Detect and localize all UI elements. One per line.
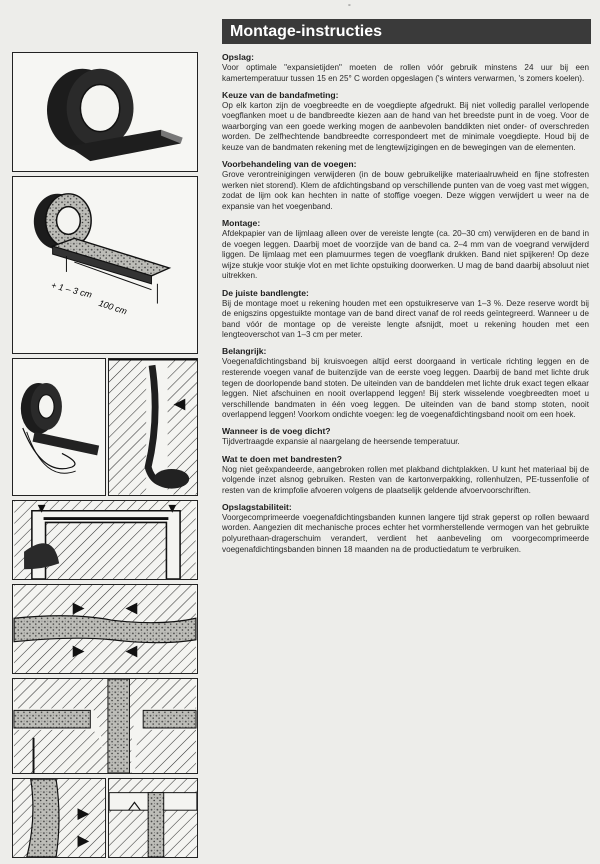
figure-tape-roll bbox=[12, 52, 198, 172]
section-heading: De juiste bandlengte: bbox=[222, 287, 309, 298]
section-text: Op elk karton zijn de voegbreedte en de voegdiepte afgedrukt. Bij niet volledig parallel verlopende voegflanken moet u de bandbreedte kiezen aan de hand van het breedste punt in de voeg. Voor de waarborging van een goede werking mogen de aanbevolen banddikten niet onder- of overschreden worden. De zelfhechtende bandbreedte correspondeert met de minimale voegdiepte. Houd bij de keuze van de bandmaten rekening met de lengtewijzigingen en de bewegingen van de elementen. bbox=[222, 100, 589, 153]
instructions-content bbox=[222, 52, 589, 561]
section-heading: Belangrijk: bbox=[222, 346, 267, 357]
section-heading: Montage: bbox=[222, 218, 261, 229]
figure-vertical-joint bbox=[12, 778, 106, 858]
section-heading: Wanneer is de voeg dicht? bbox=[222, 426, 331, 437]
section-belangrijk bbox=[222, 346, 589, 421]
fig2-reserve-label: + 1 – 3 cm bbox=[50, 279, 94, 300]
section-opslagstabiliteit bbox=[222, 502, 589, 555]
fig2-length-label: 100 cm bbox=[97, 297, 129, 317]
section-voeg-dicht bbox=[222, 426, 589, 448]
figure-cross-joint bbox=[12, 584, 198, 674]
section-text: Tijdvertraagde expansie al naargelang de heersende temperatuur. bbox=[222, 437, 460, 447]
section-text: Bij de montage moet u rekening houden met een opstuikreserve van 1–3 %. Deze reserve wordt bij de enigszins opgestuikte montage van de band direct vanaf de rol reeds geïntegreerd. Wanneer u de band vóór de montage op de vereiste lengte afsnijdt, moet u rekening houden met een lengteoverschot van 1–3 cm per meter. bbox=[222, 298, 589, 340]
section-text: Nog niet geëxpandeerde, aangebroken rollen met plakband dichtplakken. U kunt het materiaal bij de volgende inzet alsnog gebruiken. Resten van de kartonverpakking, rollenhulzen, PE-tussenfolie of resten van de krimpfolie afvoeren volgens de plaatselijk geldende afvoervoorschriften. bbox=[222, 464, 589, 495]
section-keuze-bandafmeting bbox=[222, 90, 589, 154]
figure-tape-length bbox=[12, 176, 198, 354]
section-bandlengte bbox=[222, 288, 589, 341]
section-heading: Voorbehandeling van de voegen: bbox=[222, 159, 357, 170]
figure-t-joint bbox=[12, 678, 198, 774]
section-text: Voorgecomprimeerde voegenafdichtingsbanden kunnen langere tijd strak geperst op rollen bewaard worden. Aangezien dit mechanische proces echter het vormherstellende vermogen van het gebruikte polyurethaan-dragerschuim verandert, verdient het aanbeveling om voorgecomprimeerde voegenafdichtingsbanden binnen 18 maanden na de productiedatum te verbruiken. bbox=[222, 512, 589, 554]
section-text: Voegenafdichtingsband bij kruisvoegen altijd eerst doorgaand in verticale richting leggen en de resterende voegen vanaf de buitenzijde van de eerste voeg leggen. Daarbij de band met lichte druk tegen de doorlopende band stoten. De uiteinden van de banddelen met lichte druk exact tegen elkaar leggen. Niet afschuinen en nooit overlappend leggen! Bij sterk wisselende voegbreedten moet u verschillende bandmaten in één voeg leggen. De uiteinden van de band stomp stoten, nooit overlappend leggen! Voorkom ondichte voegen: leg de voegenafdichtingsband nooit om een hoek. bbox=[222, 357, 589, 420]
section-heading: Opslag: bbox=[222, 52, 254, 62]
figure-wall-corner bbox=[108, 778, 198, 858]
section-voorbehandeling bbox=[222, 159, 589, 212]
section-heading: Wat te doen met bandresten? bbox=[222, 453, 343, 464]
illustration-column bbox=[12, 52, 198, 858]
section-text: Grove verontreinigingen verwijderen (in de bouw gebruikelijke materiaalruwheid en fijne stofresten werken niet storend). Klem de afdichtingsband op verschillende punten van de voeg vast met wiggen, zodat de lijm ook kan hechten in natte of stoffige voegen. Deze wiggen verwijdert u weer na de expansie van het voegenband. bbox=[222, 170, 589, 211]
section-opslag bbox=[222, 52, 589, 84]
section-text: Afdekpapier van de lijmlaag alleen over de vereiste lengte (ca. 20–30 cm) verwijderen en de band in de voegen leggen. Daarbij moet de voorzijde van de band ca. 2–4 mm van de voegrand verwijderd liggen. De lijmlaag met een plamuurmes tegen de voegflank drukken. Band niet spijkeren! Op deze wijze stukje voor stukje vlot en met lichte opstuiking doorwerken. U mag de band daarbij absoluut niet uitrekken. bbox=[222, 229, 589, 281]
section-bandresten bbox=[222, 454, 589, 497]
page-title: Montage-instructies bbox=[222, 19, 591, 44]
section-heading: Keuze van de bandafmeting: bbox=[222, 89, 339, 100]
figure-install-joint bbox=[108, 358, 198, 496]
figure-frame-joint bbox=[12, 500, 198, 580]
page-marker: ° bbox=[348, 4, 351, 11]
figure-peel-backing bbox=[12, 358, 106, 496]
section-heading: Opslagstabiliteit: bbox=[222, 501, 292, 512]
section-text: Voor optimale "expansietijden" moeten de rollen vóór gebruik minstens 24 uur bij een kamertemperatuur tussen 15 en 25° C worden opgeslagen ('s winters verwarmen, 's zomers koelen). bbox=[222, 63, 589, 83]
section-montage bbox=[222, 218, 589, 282]
